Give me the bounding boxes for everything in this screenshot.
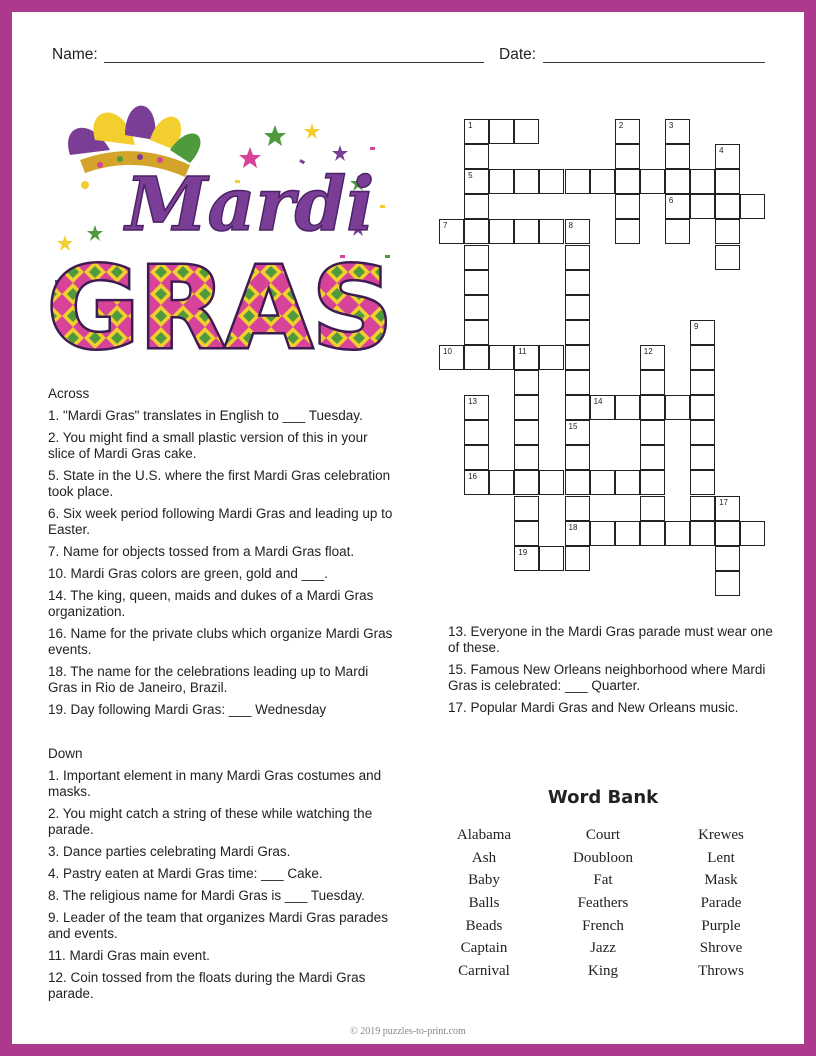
clue-number: 2	[618, 121, 624, 130]
date-label: Date:	[499, 46, 537, 63]
crossword-cell[interactable]	[715, 521, 740, 546]
word-bank-word: Shrove	[699, 940, 743, 957]
crossword-cell[interactable]	[740, 521, 765, 546]
clue-item: 18. The name for the celebrations leading up to Mardi Gras in Rio de Janeiro, Brazil.	[48, 664, 369, 695]
crossword-cell[interactable]	[615, 219, 640, 244]
down-heading: Down	[48, 746, 83, 761]
word-bank-title: Word Bank	[547, 787, 659, 808]
crossword-cell[interactable]	[715, 546, 740, 571]
crossword-cell[interactable]	[640, 345, 665, 370]
crossword-cell[interactable]	[489, 345, 514, 370]
crossword-cell[interactable]	[615, 119, 640, 144]
crossword-cell[interactable]	[565, 370, 590, 395]
crossword-cell[interactable]	[539, 219, 564, 244]
crossword-cell[interactable]	[514, 119, 539, 144]
crossword-cell[interactable]	[514, 496, 539, 521]
crossword-cell[interactable]	[690, 169, 715, 194]
crossword-cell[interactable]	[514, 470, 539, 495]
clue-number: 19	[518, 547, 528, 557]
clue-item: 12. Coin tossed from the floats during the Mardi Gras parade.	[48, 970, 366, 1001]
clue-item: 2. You might catch a string of these while watching the parade.	[48, 806, 373, 837]
crossword-cell[interactable]	[715, 571, 740, 596]
crossword-cell[interactable]	[464, 345, 489, 370]
crossword-cell[interactable]	[464, 270, 489, 295]
crossword-cell[interactable]	[565, 546, 590, 571]
word-bank-word: Balls	[468, 895, 500, 912]
header	[52, 46, 772, 68]
crossword-cell[interactable]	[464, 144, 489, 169]
crossword-cell[interactable]	[640, 169, 665, 194]
crossword-cell[interactable]	[690, 345, 715, 370]
name-field-line[interactable]	[104, 62, 484, 63]
logo-word-mardi: Mardi	[125, 162, 375, 248]
clue-number: 8	[568, 221, 573, 231]
clue-number: 3	[668, 121, 674, 130]
word-bank-word: Carnival	[458, 963, 510, 980]
clue-number: 1	[468, 121, 473, 130]
crossword-cell[interactable]	[640, 521, 665, 546]
name-label: Name:	[52, 46, 98, 63]
clue-item: 15. Famous New Orleans neighborhood where Mardi Gras is celebrated: ___ Quarter.	[448, 662, 766, 693]
crossword-cell[interactable]	[590, 521, 615, 546]
crossword-cell[interactable]	[464, 245, 489, 270]
word-bank-word: Purple	[701, 917, 741, 934]
crossword-cell[interactable]	[489, 219, 514, 244]
crossword-cell[interactable]	[565, 295, 590, 320]
crossword-cell[interactable]	[565, 521, 590, 546]
crossword-cell[interactable]	[464, 395, 489, 420]
clue-item: 5. State in the U.S. where the first Mardi Gras celebration took place.	[48, 468, 391, 499]
clue-number: 14	[593, 397, 603, 407]
crossword-cell[interactable]	[615, 395, 640, 420]
clue-number: 7	[443, 221, 448, 231]
word-bank-word: Jazz	[590, 940, 616, 957]
crossword-cell[interactable]	[690, 445, 715, 470]
word-bank-word: Fat	[593, 872, 613, 889]
crossword-cell[interactable]	[715, 219, 740, 244]
word-bank-word: Mask	[704, 872, 738, 889]
word-bank-word: Parade	[700, 895, 742, 912]
crossword-cell[interactable]	[489, 169, 514, 194]
crossword-cell[interactable]	[615, 169, 640, 194]
crossword-cell[interactable]	[690, 194, 715, 219]
crossword-cell[interactable]	[539, 345, 564, 370]
crossword-cell[interactable]	[565, 219, 590, 244]
crossword-cell[interactable]	[615, 521, 640, 546]
crossword-cell[interactable]	[640, 395, 665, 420]
across-clues	[48, 386, 393, 724]
clue-number: 16	[468, 472, 477, 482]
crossword-cell[interactable]	[464, 295, 489, 320]
word-bank-word: Feathers	[577, 895, 629, 912]
logo-word-gras: GRAS	[47, 244, 393, 374]
crossword-cell[interactable]	[715, 144, 740, 169]
clue-item: 9. Leader of the team that organizes Mardi Gras parades and events.	[48, 910, 388, 941]
clue-number: 17	[719, 497, 728, 507]
clue-number: 6	[668, 196, 674, 206]
clue-item: 4. Pastry eaten at Mardi Gras time: ___ Cake.	[48, 866, 323, 881]
crossword-cell[interactable]	[740, 194, 765, 219]
crossword-cell[interactable]	[514, 395, 539, 420]
crossword-cell[interactable]	[690, 395, 715, 420]
crossword-cell[interactable]	[489, 119, 514, 144]
crossword-cell[interactable]	[539, 169, 564, 194]
clue-number: 10	[443, 346, 452, 356]
crossword-cell[interactable]	[690, 420, 715, 445]
crossword-cell[interactable]	[615, 470, 640, 495]
crossword-cell[interactable]	[539, 546, 564, 571]
clue-number: 9	[694, 321, 699, 331]
clue-number: 5	[468, 171, 473, 181]
word-bank-word: Doubloon	[573, 849, 633, 866]
down-clues	[48, 746, 396, 1008]
clue-item: 8. The religious name for Mardi Gras is ___ Tuesday.	[48, 888, 365, 903]
crossword-cell[interactable]	[615, 194, 640, 219]
crossword-cell[interactable]	[464, 470, 489, 495]
crossword-cell[interactable]	[640, 470, 665, 495]
crossword-cell[interactable]	[514, 169, 539, 194]
crossword-cell[interactable]	[514, 445, 539, 470]
crossword-cell[interactable]	[590, 395, 615, 420]
date-field-line[interactable]	[543, 62, 765, 63]
crossword-cell[interactable]	[464, 445, 489, 470]
crossword-cell[interactable]	[640, 370, 665, 395]
crossword-cell[interactable]	[464, 219, 489, 244]
word-bank-word: King	[588, 963, 618, 980]
clue-number: 4	[719, 146, 724, 156]
clue-item: 10. Mardi Gras colors are green, gold and ___.	[48, 566, 328, 581]
crossword-cell[interactable]	[715, 496, 740, 521]
clue-number: 15	[568, 422, 578, 432]
crossword-cell[interactable]	[665, 169, 690, 194]
clue-item: 7. Name for objects tossed from a Mardi Gras float.	[48, 544, 355, 559]
crossword-cell[interactable]	[489, 470, 514, 495]
crossword-cell[interactable]	[464, 320, 489, 345]
crossword-cell[interactable]	[690, 470, 715, 495]
crossword-cell[interactable]	[565, 345, 590, 370]
clue-item: 1. "Mardi Gras" translates in English to ___ Tuesday.	[48, 408, 363, 423]
crossword-cell[interactable]	[514, 219, 539, 244]
crossword-cell[interactable]	[715, 169, 740, 194]
crossword-cell[interactable]	[439, 219, 464, 244]
crossword-cell[interactable]	[565, 420, 590, 445]
clue-number: 11	[518, 346, 527, 356]
word-bank-word: Beads	[465, 917, 503, 934]
crossword-cell[interactable]	[665, 395, 690, 420]
crossword-cell[interactable]	[464, 194, 489, 219]
word-bank-word: Krewes	[698, 827, 744, 843]
crossword-cell[interactable]	[640, 496, 665, 521]
crossword-cell[interactable]	[640, 420, 665, 445]
crossword-cell[interactable]	[665, 219, 690, 244]
crossword-cell[interactable]	[690, 496, 715, 521]
word-bank-word: French	[582, 917, 624, 934]
crossword-cell[interactable]	[565, 320, 590, 345]
clue-item: 2. You might find a small plastic version of this in your slice of Mardi Gras cake.	[48, 430, 368, 461]
crossword-cell[interactable]	[464, 119, 489, 144]
word-bank-word: Baby	[468, 872, 500, 889]
crossword-cell[interactable]	[539, 470, 564, 495]
crossword-cell[interactable]	[565, 245, 590, 270]
crossword-cell[interactable]	[464, 169, 489, 194]
crossword-cell[interactable]	[690, 370, 715, 395]
clue-item: 1. Important element in many Mardi Gras costumes and masks.	[48, 768, 382, 799]
word-bank-word: Ash	[471, 849, 497, 866]
crossword-cell[interactable]	[690, 320, 715, 345]
word-bank-column	[548, 824, 658, 983]
crossword-cell[interactable]	[565, 470, 590, 495]
crossword-cell[interactable]	[565, 445, 590, 470]
crossword-cell[interactable]	[565, 169, 590, 194]
word-bank-column	[429, 824, 539, 983]
crossword-cell[interactable]	[715, 245, 740, 270]
clue-item: 14. The king, queen, maids and dukes of a Mardi Gras organization.	[48, 588, 374, 619]
crossword-cell[interactable]	[615, 144, 640, 169]
crossword-cell[interactable]	[665, 144, 690, 169]
word-bank-word: Captain	[460, 940, 508, 957]
crossword-cell[interactable]	[665, 194, 690, 219]
crossword-cell[interactable]	[464, 420, 489, 445]
crossword-cell[interactable]	[514, 420, 539, 445]
across-heading: Across	[48, 386, 90, 401]
crossword-cell[interactable]	[514, 546, 539, 571]
crossword-cell[interactable]	[590, 470, 615, 495]
crossword-cell[interactable]	[514, 370, 539, 395]
crossword-cell[interactable]	[690, 521, 715, 546]
crossword-cell[interactable]	[590, 169, 615, 194]
word-bank-word: Lent	[707, 849, 735, 866]
mardi-gras-logo	[40, 85, 400, 375]
clue-item: 19. Day following Mardi Gras: ___ Wednesday	[48, 702, 327, 717]
clue-item: 3. Dance parties celebrating Mardi Gras.	[48, 844, 291, 859]
clue-item: 13. Everyone in the Mardi Gras parade must wear one of these.	[448, 624, 773, 655]
word-bank-word: Court	[585, 827, 621, 843]
copyright-footer: © 2019 puzzles-to-print.com	[350, 1026, 466, 1037]
clue-item: 6. Six week period following Mardi Gras and leading up to Easter.	[48, 506, 393, 537]
clue-item: 11. Mardi Gras main event.	[48, 948, 210, 963]
clue-item: 16. Name for the private clubs which organize Mardi Gras events.	[48, 626, 393, 657]
crossword-cell[interactable]	[565, 270, 590, 295]
word-bank-word: Throws	[698, 963, 744, 980]
crossword-cell[interactable]	[565, 496, 590, 521]
word-bank-word: Alabama	[456, 827, 512, 843]
crossword-cell[interactable]	[665, 521, 690, 546]
clue-number: 13	[468, 397, 477, 407]
clue-number: 18	[568, 522, 578, 532]
crossword-cell[interactable]	[565, 395, 590, 420]
crossword-cell[interactable]	[640, 445, 665, 470]
crossword-cell[interactable]	[715, 194, 740, 219]
word-bank-column	[666, 824, 776, 983]
across-clues-continued	[448, 624, 778, 722]
crossword-cell[interactable]	[514, 345, 539, 370]
crossword-cell[interactable]	[514, 521, 539, 546]
clue-item: 17. Popular Mardi Gras and New Orleans music.	[448, 700, 739, 715]
crossword-cell[interactable]	[439, 345, 464, 370]
clue-number: 12	[643, 346, 653, 356]
crossword-cell[interactable]	[665, 119, 690, 144]
